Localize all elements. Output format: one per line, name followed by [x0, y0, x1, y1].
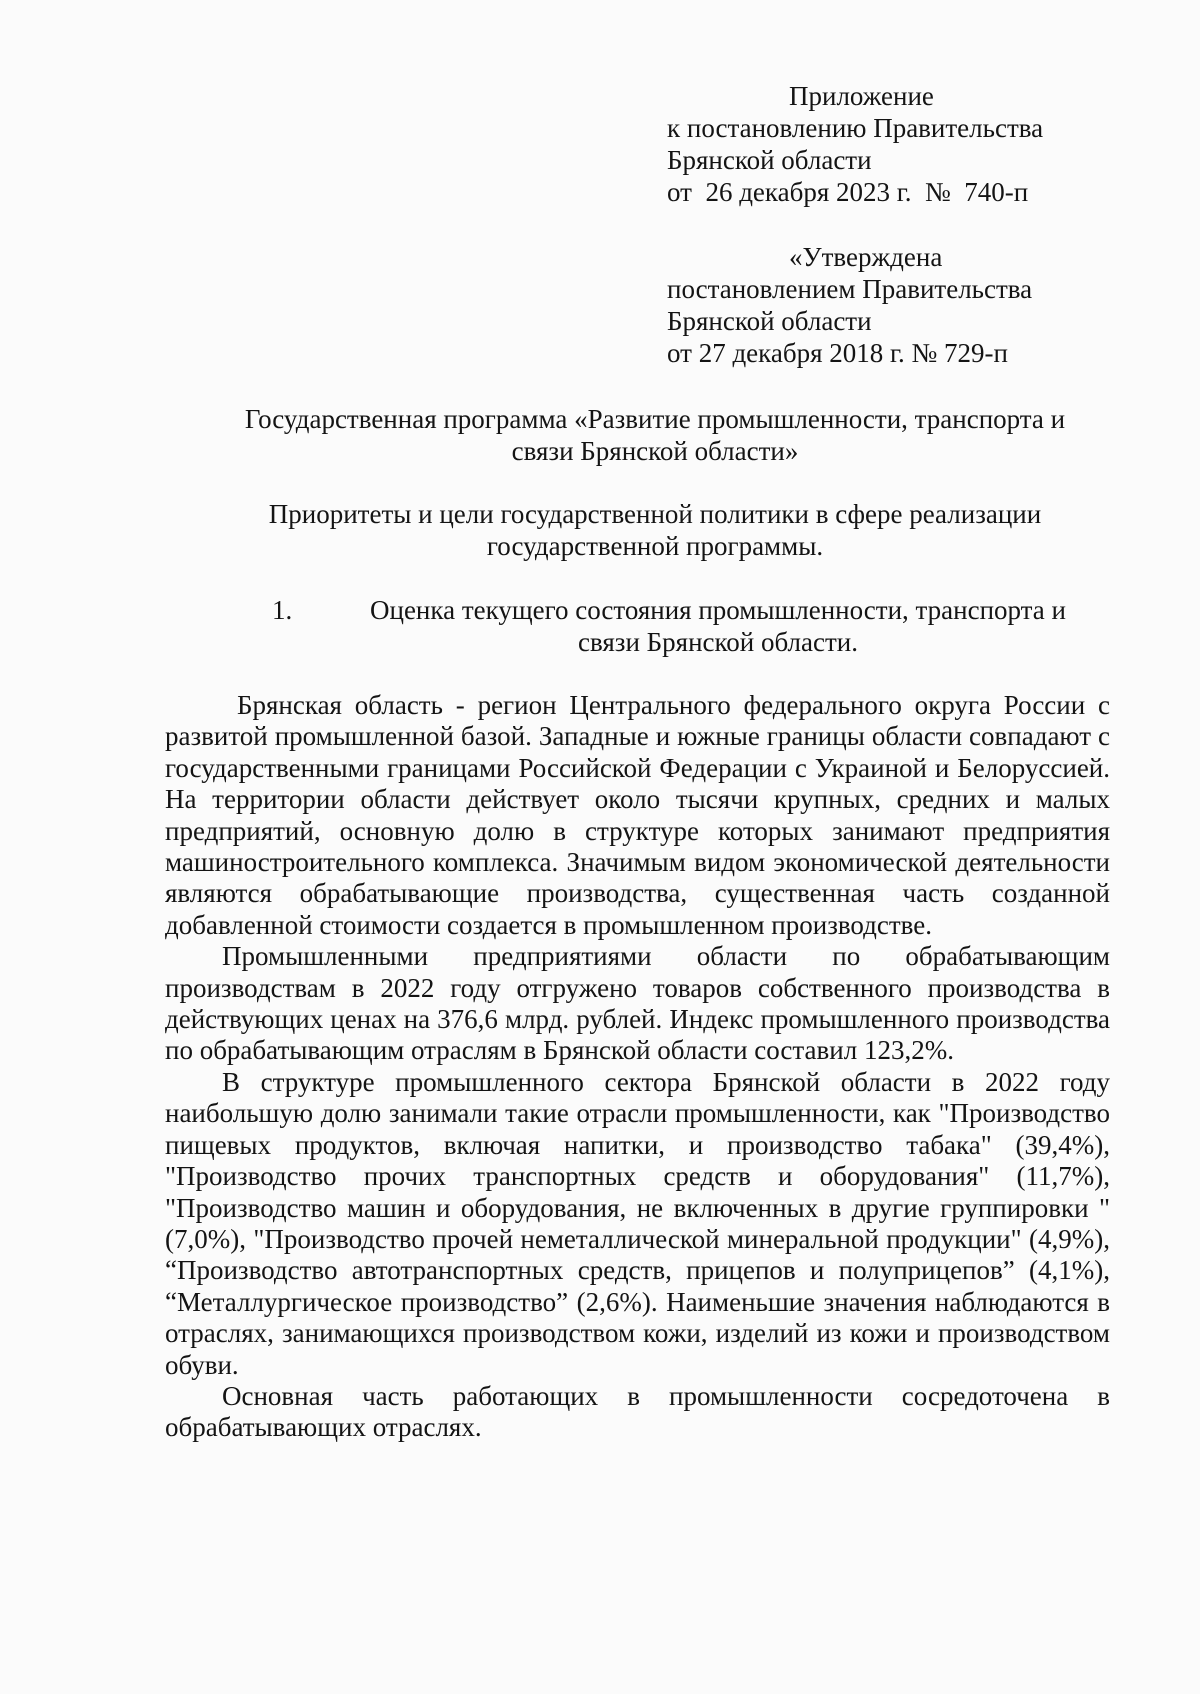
appendix-line-3: Брянской области — [667, 145, 872, 175]
appendix-line-2: к постановлению Правительства — [667, 113, 1044, 143]
body-text — [165, 690, 1110, 1444]
program-title — [175, 403, 1135, 467]
approved-line-1: «Утверждена — [789, 242, 943, 272]
approved-line-2: постановлением Правительства — [667, 274, 1033, 304]
paragraph: Основная часть работающих в промышленности сосредоточена в обрабатывающих отраслях. — [165, 1380, 1110, 1443]
program-title-line-1: Государственная программа «Развитие промышленности, транспорта и — [244, 404, 1066, 434]
priorities-title-line-2: государственной программы. — [486, 531, 824, 561]
paragraph: Брянская область - регион Центрального федерального округа России с развитой промышленной базой. Западные и южные границы области совпадают с государственными границами Российской Федерации с Украиной и Белоруссией. На территории области действует около тысячи крупных, средних и малых предприятий, основную долю в структуре которых занимают предприятия машиностроительного комплекса. Значимым видом экономической деятельности являются обрабатывающие производства, существенная часть созданной добавленной стоимости создается в промышленном производстве. — [165, 690, 1110, 940]
section-title-line-1: Оценка текущего состояния промышленности, транспорта и — [370, 595, 1066, 625]
section-heading — [272, 594, 1092, 658]
approved-header — [667, 241, 1137, 369]
section-number: 1. — [272, 595, 293, 625]
approved-line-3: Брянской области — [667, 306, 872, 336]
priorities-title — [230, 498, 1080, 562]
paragraph: В структуре промышленного сектора Брянской области в 2022 году наибольшую долю занимали такие отрасли промышленности, как "Производство пищевых продуктов, включая напитки, и производство табака" (39,4%), "Производство прочих транспортных средств и оборудования" (11,7%), "Производство машин и оборудования, не включенных в другие группировки " (7,0%), "Производство прочей неметаллической минеральной продукции" (4,9%), “Производство автотранспортных средств, прицепов и полуприцепов” (4,1%), “Металлургическое производство” (2,6%). Наименьшие значения наблюдаются в отраслях, занимающихся производством кожи, изделий из кожи и производством обуви. — [165, 1066, 1110, 1380]
appendix-line-4: от 26 декабря 2023 г. № 740-п — [667, 177, 1029, 207]
priorities-title-line-1: Приоритеты и цели государственной политики в сфере реализации — [268, 499, 1042, 529]
appendix-header — [667, 80, 1137, 208]
appendix-line-1: Приложение — [789, 81, 934, 111]
approved-line-4: от 27 декабря 2018 г. № 729-п — [667, 338, 1008, 368]
section-title-line-2: связи Брянской области. — [578, 627, 858, 657]
program-title-line-2: связи Брянской области» — [511, 436, 799, 466]
paragraph: Промышленными предприятиями области по обрабатывающим производствам в 2022 году отгружено товаров собственного производства в действующих ценах на 376,6 млрд. рублей. Индекс промышленного производства по обрабатывающим отраслям в Брянской области составил 123,2%. — [165, 941, 1110, 1066]
